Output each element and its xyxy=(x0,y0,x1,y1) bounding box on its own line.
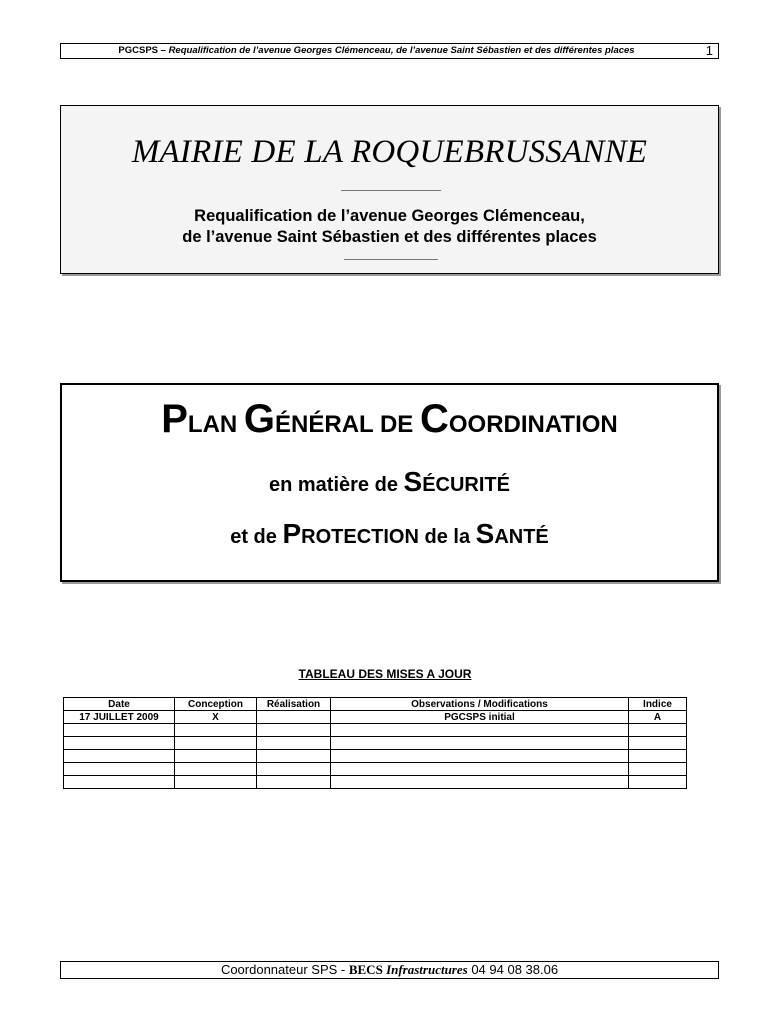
plan-title-line-2 xyxy=(62,466,717,498)
table-cell xyxy=(64,763,175,776)
table-cell xyxy=(175,750,257,763)
header-date: Date xyxy=(64,698,175,711)
updates-table xyxy=(63,697,687,789)
divider-rule xyxy=(344,259,438,260)
table-row xyxy=(64,737,687,750)
plan-title-line-3 xyxy=(62,518,717,550)
table-cell xyxy=(629,776,687,789)
table-cell xyxy=(257,776,331,789)
footer-text xyxy=(61,962,718,978)
header-indice: Indice xyxy=(629,698,687,711)
header-prefix: PGCSPS – xyxy=(118,45,169,56)
header-title: Requalification de l’avenue Georges Clémenceau, de l’avenue Saint Sébastien et des différentes places xyxy=(168,45,635,56)
footer-brand xyxy=(349,962,468,977)
plan-title-line-1 xyxy=(62,397,717,442)
plan-title-part: et de xyxy=(230,526,283,548)
table-header-row xyxy=(64,698,687,711)
page-header xyxy=(60,43,719,59)
table-cell xyxy=(64,724,175,737)
project-line-2: de l’avenue Saint Sébastien et des différentes places xyxy=(182,228,597,246)
table-row xyxy=(64,763,687,776)
table-cell xyxy=(64,776,175,789)
table-row xyxy=(64,750,687,763)
plan-title-part: ANTÉ xyxy=(494,526,549,548)
table-cell: 17 JUILLET 2009 xyxy=(64,711,175,724)
table-cell xyxy=(175,724,257,737)
table-title: TABLEAU DES MISES A JOUR xyxy=(298,667,472,681)
plan-title-part: G xyxy=(243,397,276,441)
page-number: 1 xyxy=(705,43,713,58)
header-realisation: Réalisation xyxy=(257,698,331,711)
table-cell: PGCSPS initial xyxy=(331,711,629,724)
plan-title-part: LAN xyxy=(187,411,244,438)
mairie-box xyxy=(60,105,719,274)
table-cell xyxy=(331,776,629,789)
mairie-title: MAIRIE DE LA ROQUEBRUSSANNE xyxy=(131,134,648,170)
table-cell xyxy=(331,724,629,737)
table-cell xyxy=(257,724,331,737)
header-observations: Observations / Modifications xyxy=(331,698,629,711)
table-cell xyxy=(64,750,175,763)
footer-prefix: Coordonnateur SPS - xyxy=(220,962,349,977)
footer-brand-bold: BECS xyxy=(348,962,387,977)
plan-title-part: ÉCURITÉ xyxy=(422,474,510,496)
table-cell xyxy=(64,737,175,750)
plan-title-part: P xyxy=(161,397,188,441)
table-cell xyxy=(629,750,687,763)
table-cell xyxy=(175,776,257,789)
table-cell xyxy=(629,763,687,776)
project-line-1: Requalification de l’avenue Georges Clémenceau, xyxy=(194,207,585,225)
table-cell xyxy=(257,750,331,763)
table-cell xyxy=(331,763,629,776)
table-cell: A xyxy=(629,711,687,724)
table-cell xyxy=(629,724,687,737)
page-footer xyxy=(60,961,719,979)
table-cell xyxy=(257,737,331,750)
table-cell: X xyxy=(175,711,257,724)
table-cell xyxy=(257,711,331,724)
plan-title-box xyxy=(60,383,719,582)
header-text xyxy=(61,45,692,56)
plan-title-part: en matière de xyxy=(269,474,404,496)
header-conception: Conception xyxy=(175,698,257,711)
table-row xyxy=(64,711,687,724)
footer-phone: 04 94 08 38.06 xyxy=(467,962,559,977)
plan-title-part: ÉNÉRAL DE xyxy=(275,411,420,438)
table-row xyxy=(64,776,687,789)
table-row xyxy=(64,724,687,737)
plan-title-part: S xyxy=(475,518,495,549)
table-cell xyxy=(175,737,257,750)
table-cell xyxy=(629,737,687,750)
table-cell xyxy=(257,763,331,776)
plan-title-part: C xyxy=(419,397,449,441)
plan-title-part: ROTECTION de la xyxy=(301,526,476,548)
footer-brand-italic: Infrastructures xyxy=(386,962,468,977)
plan-title-part: S xyxy=(403,466,423,497)
table-cell xyxy=(331,737,629,750)
table-cell xyxy=(331,750,629,763)
table-cell xyxy=(175,763,257,776)
divider-rule xyxy=(341,190,441,191)
plan-title-part: OORDINATION xyxy=(448,411,618,438)
plan-title-part: P xyxy=(282,518,302,549)
